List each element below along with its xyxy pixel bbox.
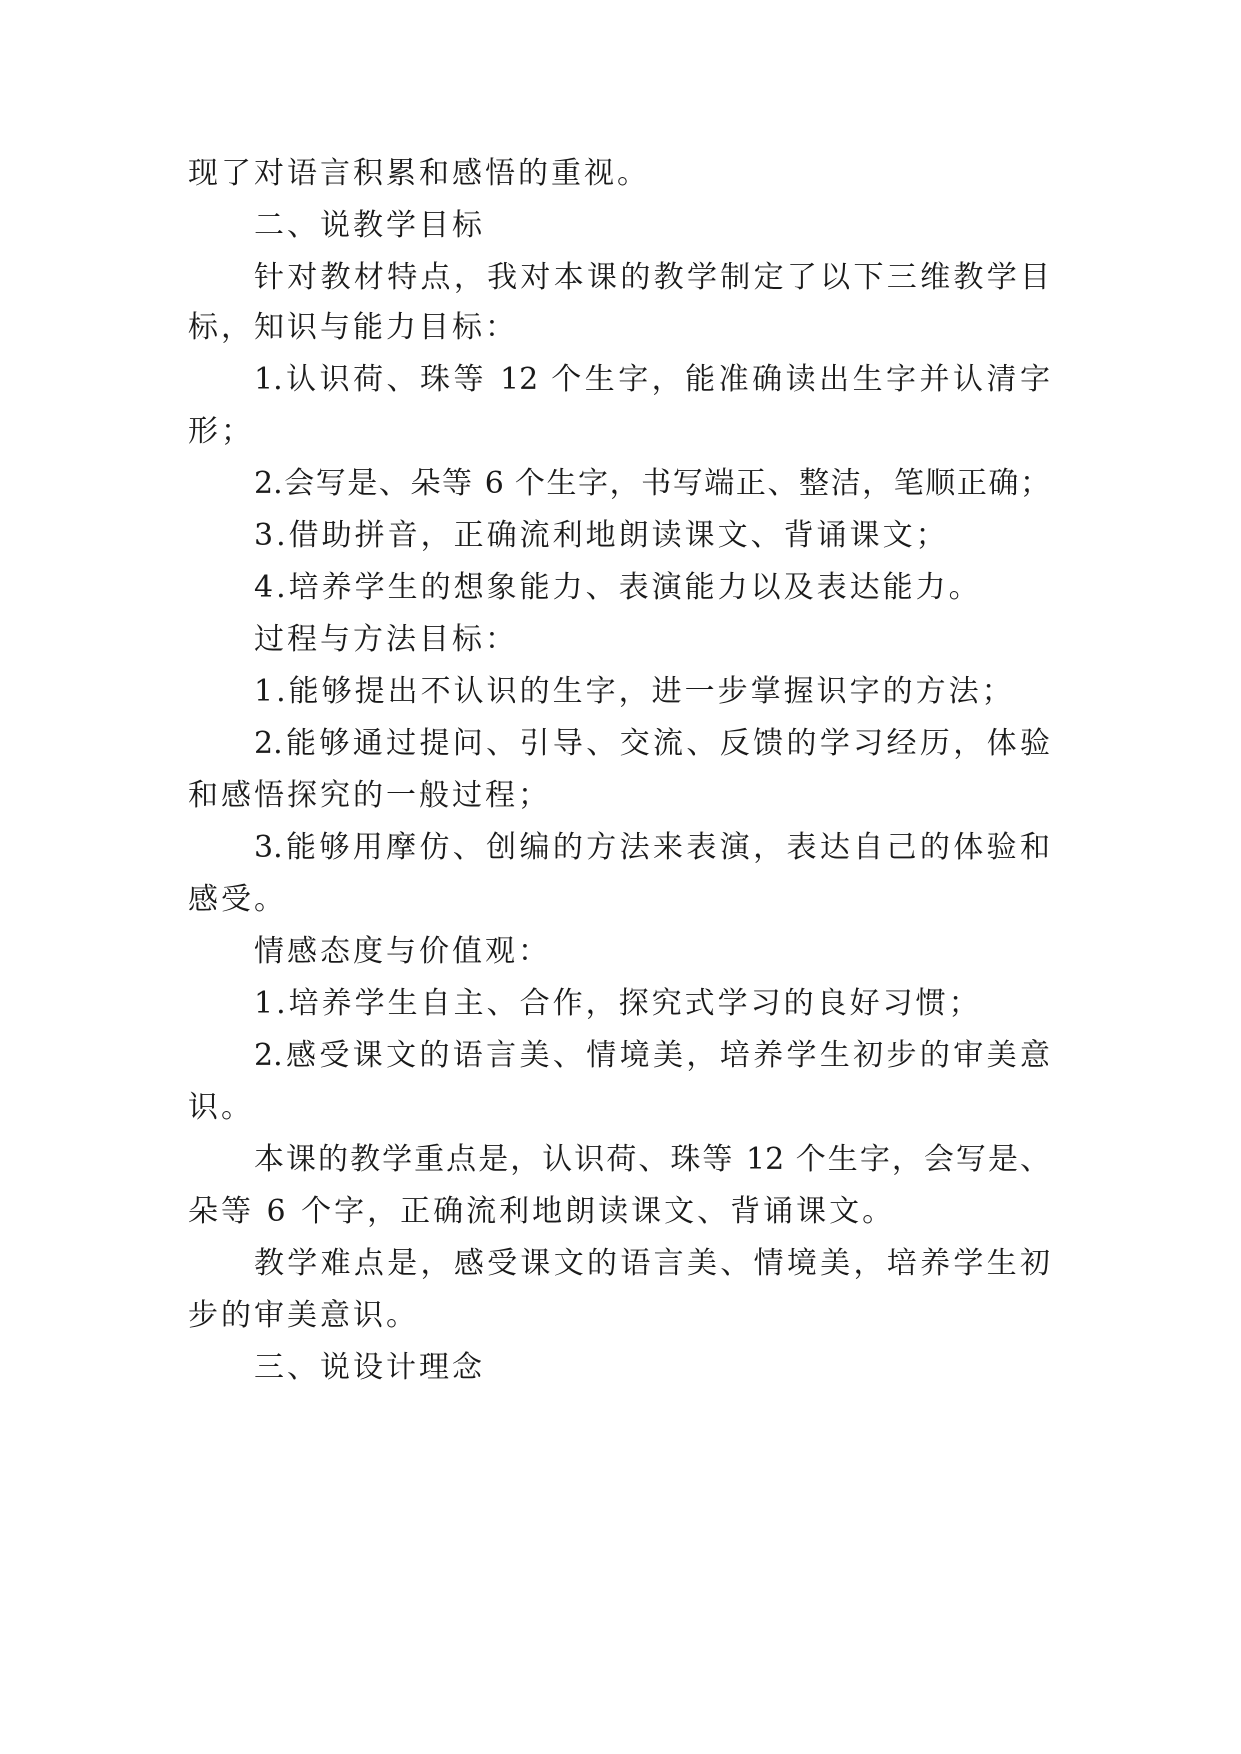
list-item: 2.会写是、朵等 6 个生字，书写端正、整洁，笔顺正确； xyxy=(254,466,1050,501)
paragraph-line: 形； xyxy=(188,414,254,449)
paragraph-line: 标，知识与能力目标： xyxy=(188,310,518,345)
list-item: 2.感受课文的语言美、情境美，培养学生初步的审美意 xyxy=(254,1038,1050,1073)
subsection-heading: 过程与方法目标： xyxy=(254,622,518,657)
paragraph-line: 步的审美意识。 xyxy=(188,1298,419,1333)
paragraph-line: 教学难点是，感受课文的语言美、情境美，培养学生初 xyxy=(254,1246,1050,1281)
list-item: 1.认识荷、珠等 12 个生字，能准确读出生字并认清字 xyxy=(254,362,1050,397)
paragraph-line: 识。 xyxy=(188,1090,254,1125)
list-item: 2.能够通过提问、引导、交流、反馈的学习经历，体验 xyxy=(254,726,1050,761)
section-heading: 二、说教学目标 xyxy=(254,208,485,243)
paragraph-line: 现了对语言积累和感悟的重视。 xyxy=(188,156,650,191)
subsection-heading: 情感态度与价值观： xyxy=(254,934,551,969)
list-item: 4.培养学生的想象能力、表演能力以及表达能力。 xyxy=(254,570,982,605)
list-item: 1.能够提出不认识的生字，进一步掌握识字的方法； xyxy=(254,674,1015,709)
list-item: 3.借助拼音，正确流利地朗读课文、背诵课文； xyxy=(254,518,949,553)
section-heading: 三、说设计理念 xyxy=(254,1350,485,1385)
list-item: 1.培养学生自主、合作，探究式学习的良好习惯； xyxy=(254,986,982,1021)
paragraph-line: 针对教材特点，我对本课的教学制定了以下三维教学目 xyxy=(254,260,1050,295)
paragraph-line: 和感悟探究的一般过程； xyxy=(188,778,551,813)
paragraph-line: 感受。 xyxy=(188,882,287,917)
list-item: 3.能够用摩仿、创编的方法来表演，表达自己的体验和 xyxy=(254,830,1050,865)
paragraph-line: 本课的教学重点是，认识荷、珠等 12 个生字，会写是、 xyxy=(254,1142,1050,1177)
paragraph-line: 朵等 6 个字，正确流利地朗读课文、背诵课文。 xyxy=(188,1194,896,1229)
